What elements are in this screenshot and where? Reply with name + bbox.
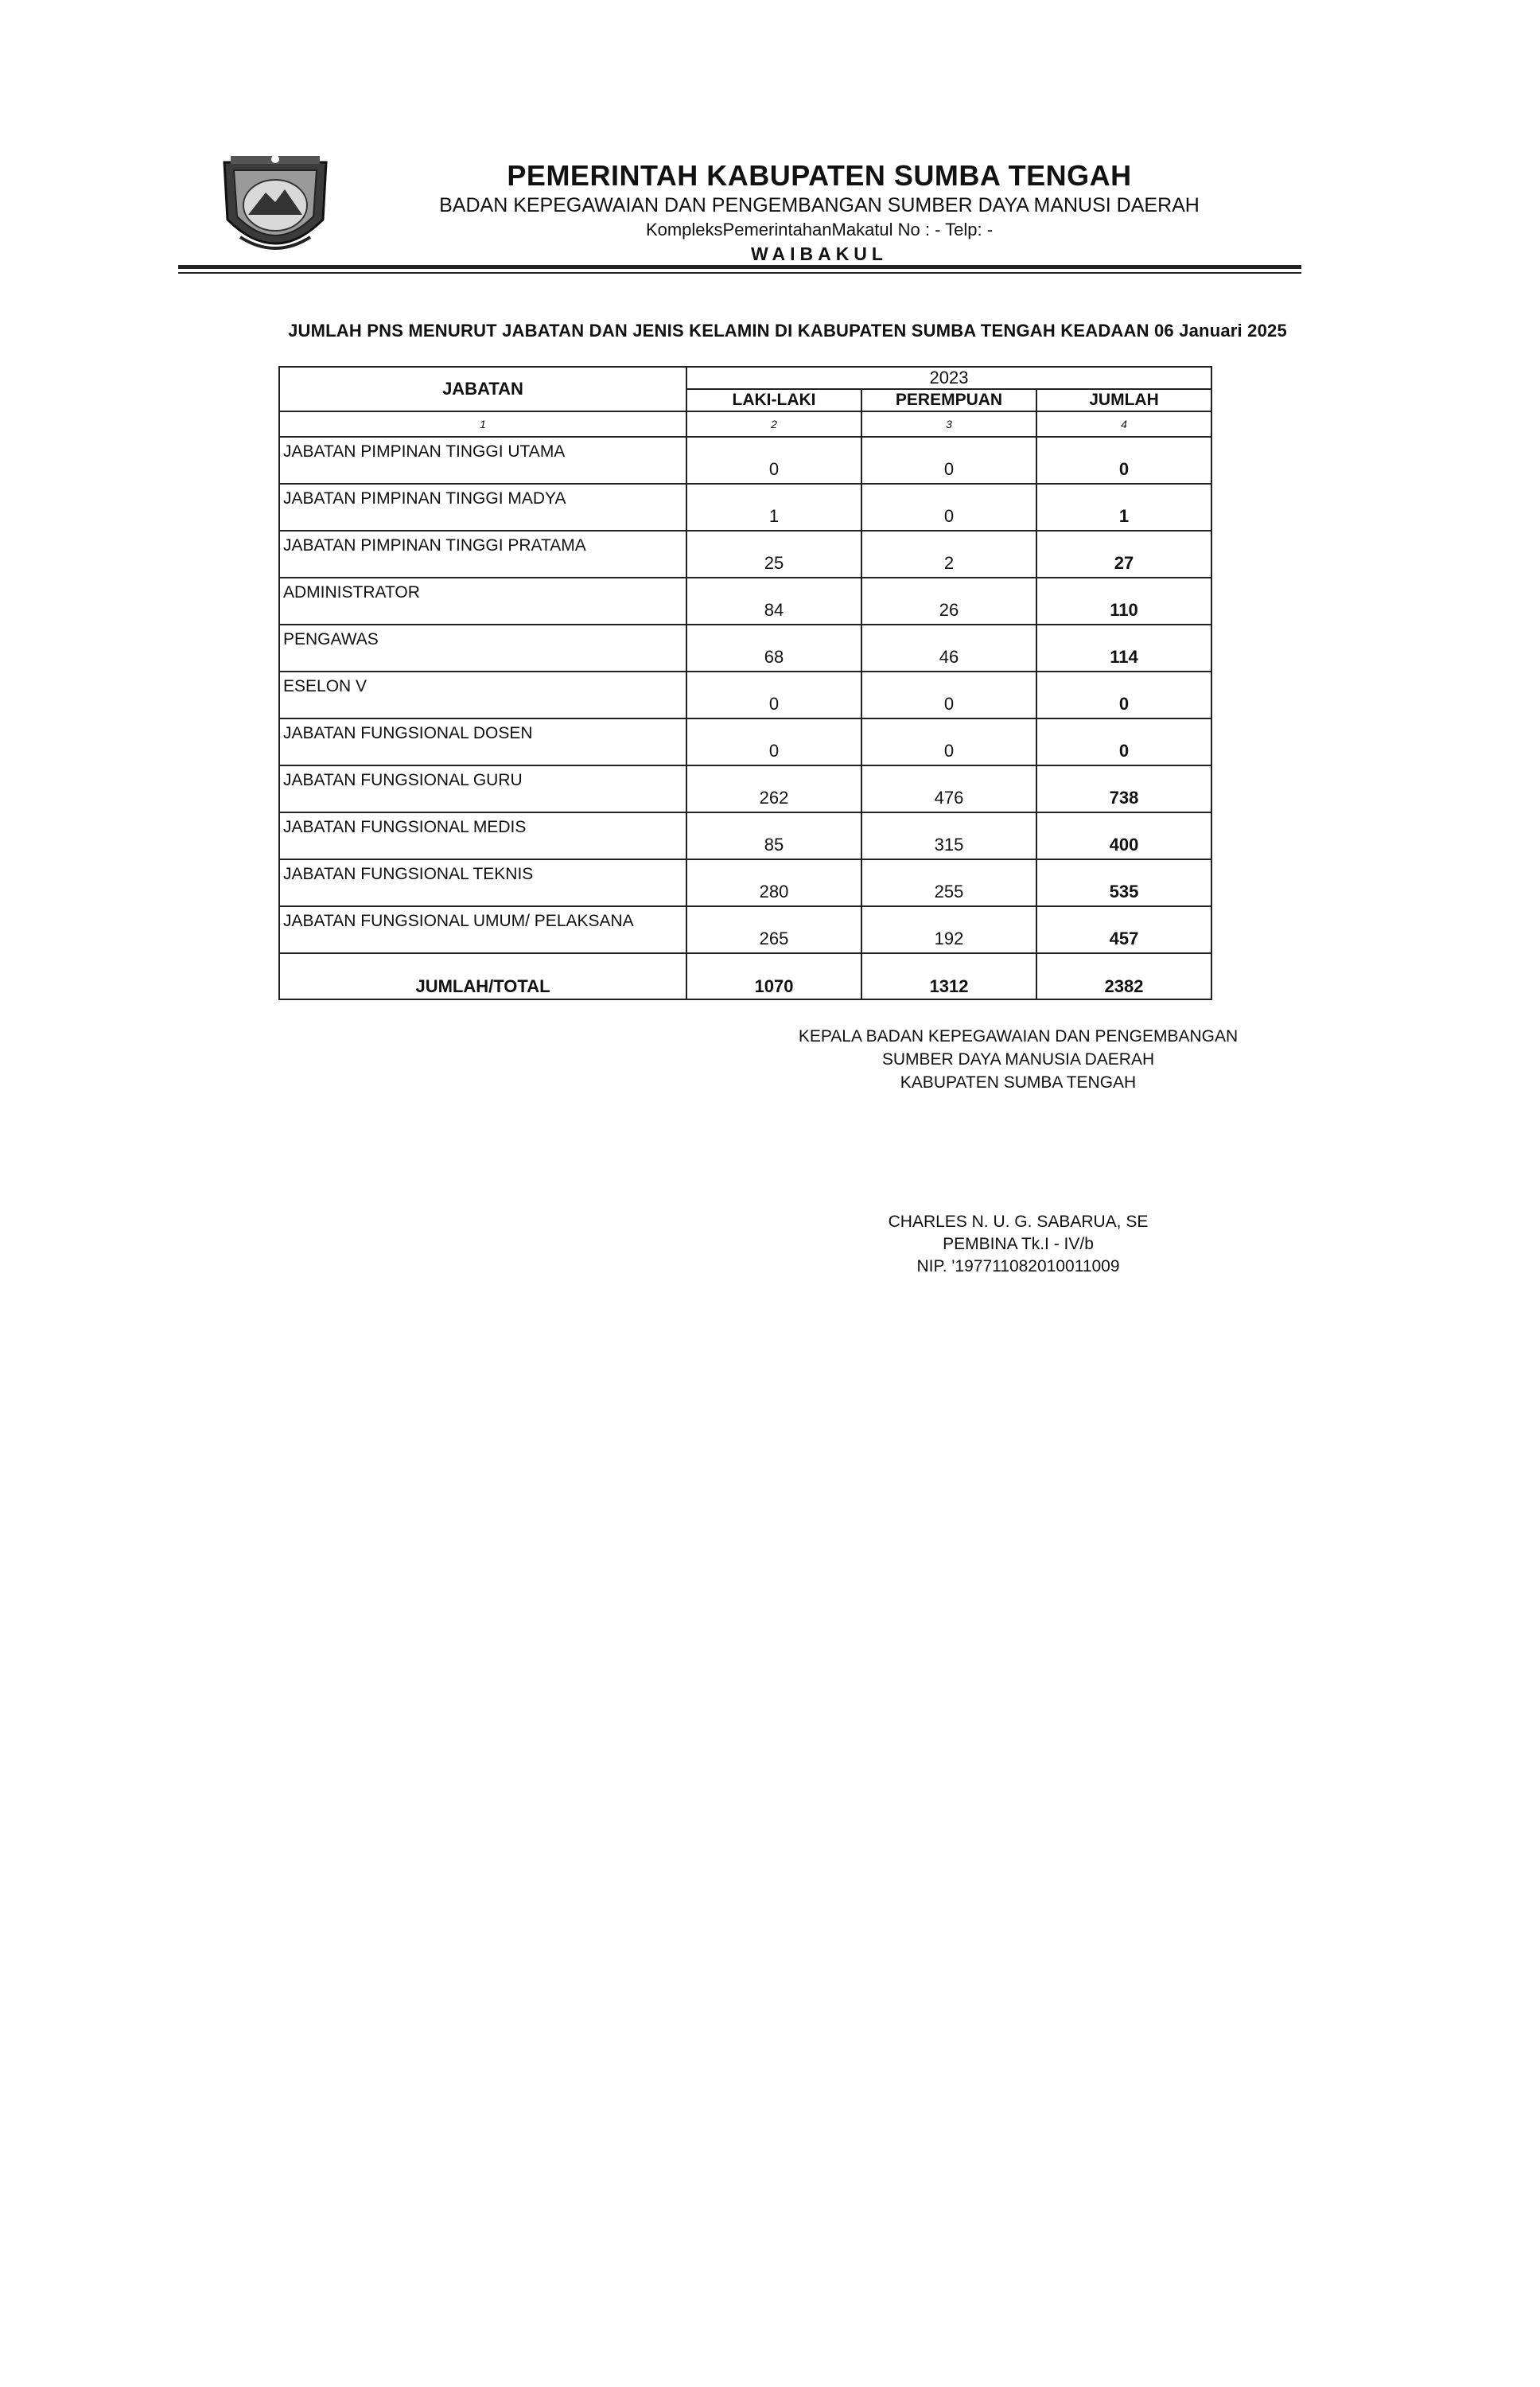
- column-number: 1: [279, 411, 686, 437]
- jabatan-cell: JABATAN FUNGSIONAL GURU: [279, 765, 686, 812]
- jumlah-cell: 535: [1036, 859, 1211, 906]
- jabatan-cell: JABATAN FUNGSIONAL MEDIS: [279, 812, 686, 859]
- agency-name: BADAN KEPEGAWAIAN DAN PENGEMBANGAN SUMBER DAYA MANUSI DAERAH: [439, 194, 1200, 216]
- column-number: 4: [1036, 411, 1211, 437]
- jabatan-cell: JABATAN FUNGSIONAL DOSEN: [279, 718, 686, 765]
- laki-cell: 25: [686, 531, 861, 578]
- jabatan-cell: JABATAN FUNGSIONAL UMUM/ PELAKSANA: [279, 906, 686, 953]
- signatory-details: [795, 1211, 1241, 1278]
- perempuan-cell: 26: [861, 578, 1036, 625]
- jabatan-cell: JABATAN PIMPINAN TINGGI UTAMA: [279, 437, 686, 484]
- table-row: [279, 625, 1211, 672]
- signatory-rank: PEMBINA Tk.I - IV/b: [943, 1235, 1094, 1253]
- laki-cell: 262: [686, 765, 861, 812]
- total-label: JUMLAH/TOTAL: [279, 953, 686, 999]
- total-perempuan: 1312: [861, 953, 1036, 999]
- letterhead: [0, 143, 1540, 278]
- table-row: [279, 765, 1211, 812]
- total-laki: 1070: [686, 953, 861, 999]
- table-row: [279, 859, 1211, 906]
- table-row: [279, 437, 1211, 484]
- table-row: [279, 672, 1211, 718]
- column-number: 3: [861, 411, 1036, 437]
- perempuan-cell: 0: [861, 484, 1036, 531]
- employee-table: [278, 366, 1212, 1000]
- column-header-jumlah: JUMLAH: [1036, 389, 1211, 411]
- table-row: [279, 484, 1211, 531]
- laki-cell: 280: [686, 859, 861, 906]
- laki-cell: 0: [686, 672, 861, 718]
- perempuan-cell: 476: [861, 765, 1036, 812]
- table-row: [279, 718, 1211, 765]
- table-row: [279, 531, 1211, 578]
- laki-cell: 85: [686, 812, 861, 859]
- table-row: [279, 906, 1211, 953]
- jabatan-cell: ADMINISTRATOR: [279, 578, 686, 625]
- agency-city: WAIBAKUL: [751, 243, 888, 264]
- jumlah-cell: 0: [1036, 672, 1211, 718]
- signatory-name: CHARLES N. U. G. SABARUA, SE: [888, 1213, 1149, 1231]
- jabatan-cell: PENGAWAS: [279, 625, 686, 672]
- column-header-laki: LAKI-LAKI: [686, 389, 861, 411]
- signatory-nip: NIP. '197711082010011009: [916, 1257, 1120, 1275]
- perempuan-cell: 192: [861, 906, 1036, 953]
- column-header-perempuan: PEREMPUAN: [861, 389, 1036, 411]
- column-number-row: [279, 411, 1211, 437]
- perempuan-cell: 2: [861, 531, 1036, 578]
- jumlah-cell: 738: [1036, 765, 1211, 812]
- perempuan-cell: 46: [861, 625, 1036, 672]
- laki-cell: 265: [686, 906, 861, 953]
- header-divider-thin: [178, 272, 1301, 274]
- jumlah-cell: 114: [1036, 625, 1211, 672]
- laki-cell: 1: [686, 484, 861, 531]
- jabatan-cell: ESELON V: [279, 672, 686, 718]
- perempuan-cell: 0: [861, 718, 1036, 765]
- total-row: [279, 953, 1211, 999]
- jabatan-cell: JABATAN PIMPINAN TINGGI PRATAMA: [279, 531, 686, 578]
- perempuan-cell: 0: [861, 437, 1036, 484]
- jumlah-cell: 0: [1036, 437, 1211, 484]
- column-number: 2: [686, 411, 861, 437]
- signatory-title-line1: KEPALA BADAN KEPEGAWAIAN DAN PENGEMBANGAN: [798, 1027, 1239, 1046]
- signatory-title-line3: KABUPATEN SUMBA TENGAH: [900, 1073, 1137, 1092]
- header-divider-thick: [178, 265, 1301, 269]
- laki-cell: 84: [686, 578, 861, 625]
- perempuan-cell: 0: [861, 672, 1036, 718]
- agency-address: KompleksPemerintahanMakatul No : - Telp: -: [645, 220, 994, 239]
- signature-block: [764, 1025, 1273, 1094]
- total-jumlah: 2382: [1036, 953, 1211, 999]
- perempuan-cell: 255: [861, 859, 1036, 906]
- signatory-title-line2: SUMBER DAYA MANUSIA DAERAH: [881, 1050, 1155, 1069]
- table-row: [279, 812, 1211, 859]
- jumlah-cell: 0: [1036, 718, 1211, 765]
- laki-cell: 0: [686, 718, 861, 765]
- jabatan-cell: JABATAN FUNGSIONAL TEKNIS: [279, 859, 686, 906]
- government-title: PEMERINTAH KABUPATEN SUMBA TENGAH: [507, 159, 1132, 192]
- column-header-year: 2023: [686, 367, 1211, 389]
- jumlah-cell: 457: [1036, 906, 1211, 953]
- perempuan-cell: 315: [861, 812, 1036, 859]
- laki-cell: 0: [686, 437, 861, 484]
- laki-cell: 68: [686, 625, 861, 672]
- column-header-jabatan: JABATAN: [279, 367, 686, 411]
- regency-seal-icon: [216, 148, 334, 266]
- jabatan-cell: JABATAN PIMPINAN TINGGI MADYA: [279, 484, 686, 531]
- table-row: [279, 578, 1211, 625]
- jumlah-cell: 27: [1036, 531, 1211, 578]
- report-title: JUMLAH PNS MENURUT JABATAN DAN JENIS KELAMIN DI KABUPATEN SUMBA TENGAH KEADAAN 06 Januari 2025: [288, 321, 1287, 341]
- jumlah-cell: 1: [1036, 484, 1211, 531]
- jumlah-cell: 110: [1036, 578, 1211, 625]
- jumlah-cell: 400: [1036, 812, 1211, 859]
